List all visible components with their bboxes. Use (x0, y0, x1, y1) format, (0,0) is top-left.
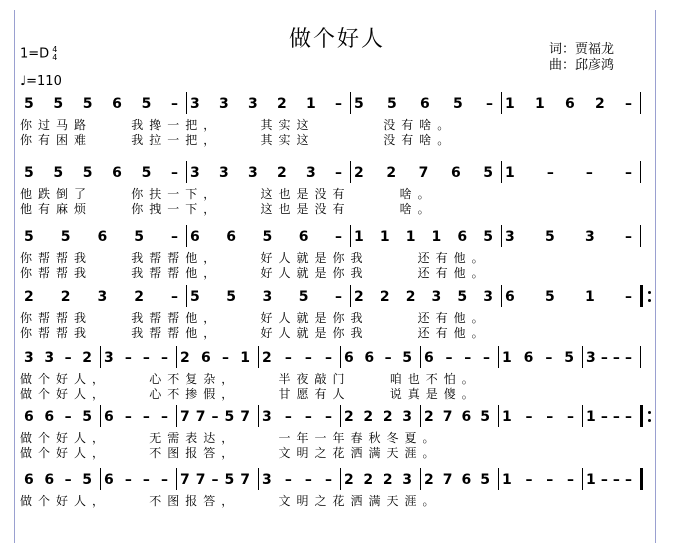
note: 2 (24, 289, 34, 305)
barline (186, 285, 187, 307)
note: 7 (195, 409, 206, 425)
barline (350, 161, 351, 183)
barline (640, 405, 643, 427)
note: 5 (402, 350, 412, 366)
note: 1 (354, 229, 364, 245)
barline (258, 346, 259, 368)
measure (24, 96, 178, 112)
sustain-dash: – (546, 165, 554, 181)
barline (258, 468, 259, 490)
note: 5 (480, 472, 490, 488)
note: 5 (53, 96, 64, 112)
sustain-dash: – (624, 165, 632, 181)
note: 1 (535, 96, 545, 112)
sustain-dash: – (304, 409, 312, 425)
barline (350, 92, 351, 114)
measure (344, 350, 412, 366)
sustain-dash: – (612, 350, 620, 366)
note: 6 (298, 229, 309, 245)
note: 5 (483, 165, 493, 181)
note: 6 (24, 409, 34, 425)
measure (180, 472, 250, 488)
note: 2 (344, 409, 354, 425)
sustain-dash: – (304, 472, 312, 488)
sustain-dash: – (600, 472, 608, 488)
note: 2 (379, 289, 390, 305)
sustain-dash: – (335, 229, 342, 245)
note: 5 (24, 96, 34, 112)
measure (502, 409, 574, 425)
note: 5 (134, 229, 144, 245)
lyric-line: 你有困难 我拉一把， 其实这 没有啥。 (20, 133, 456, 147)
note: 7 (240, 472, 250, 488)
repeat-dot (648, 419, 651, 422)
note: 3 (190, 96, 200, 112)
sustain-dash: – (124, 472, 132, 488)
note: 3 (306, 165, 316, 181)
note: 3 (248, 165, 258, 181)
note: 6 (344, 350, 354, 366)
sustain-dash: – (160, 472, 168, 488)
barline (582, 468, 583, 490)
measure (502, 350, 574, 366)
note: 6 (104, 409, 114, 425)
song-title: 做个好人 (288, 27, 385, 52)
sustain-dash: – (546, 472, 554, 488)
note: 2 (354, 165, 364, 181)
measure (586, 472, 632, 488)
lyric-line: 你帮帮我 我帮帮他， 好人就是你我 还有他。 (20, 251, 490, 265)
note: 5 (298, 289, 309, 305)
note: 1 (585, 289, 595, 305)
barline (640, 92, 641, 114)
barline (501, 225, 502, 247)
note: 2 (277, 96, 287, 112)
note: 6 (44, 472, 55, 488)
sustain-dash: – (525, 472, 533, 488)
sustain-dash: – (142, 350, 150, 366)
measure (262, 472, 332, 488)
barline (498, 346, 499, 368)
note: 5 (141, 96, 152, 112)
sustain-dash: – (624, 472, 632, 488)
note: 5 (262, 229, 273, 245)
measure (354, 289, 493, 305)
barline (100, 405, 101, 427)
barline (501, 161, 502, 183)
note: 6 (112, 165, 122, 181)
measure (262, 409, 332, 425)
note: 6 (226, 229, 236, 245)
note: 5 (387, 96, 397, 112)
lyric-line: 做个好人， 心不复杂， 半夜敲门 咱也不怕。 (20, 372, 480, 386)
barline (640, 225, 641, 247)
measure (505, 289, 632, 305)
note: 2 (134, 289, 144, 305)
composer: 曲：邱彦鸿 (549, 58, 615, 73)
note: 2 (60, 289, 71, 305)
lyric-line: 他有麻烦 你拽一下， 这也是没有 啥。 (20, 202, 436, 216)
lyric-line: 你帮帮我 我帮帮他， 好人就是你我 还有他。 (20, 326, 490, 340)
barline (186, 92, 187, 114)
measure (24, 289, 178, 305)
sustain-dash: – (142, 409, 150, 425)
measure (24, 165, 178, 181)
measure (104, 472, 168, 488)
note: 5 (453, 96, 463, 112)
lyricist: 词：贾福龙 (549, 42, 615, 57)
sustain-dash: – (525, 409, 533, 425)
sustain-dash: – (171, 289, 178, 305)
measure (262, 350, 332, 366)
note: 6 (457, 229, 468, 245)
barline (420, 346, 421, 368)
note: 6 (420, 96, 430, 112)
note: 2 (277, 165, 287, 181)
note: 3 (219, 165, 229, 181)
measure (586, 409, 632, 425)
sustain-dash: – (142, 472, 150, 488)
repeat-dot (648, 411, 651, 414)
measure (24, 229, 178, 245)
note: 3 (104, 350, 114, 366)
note: 3 (262, 289, 273, 305)
note: 5 (545, 289, 555, 305)
measure (104, 350, 168, 366)
note: 3 (585, 229, 595, 245)
lyric-line: 他跌倒了 你扶一下， 这也是没有 啥。 (20, 187, 436, 201)
sustain-dash: – (585, 165, 593, 181)
note: 1 (502, 409, 512, 425)
lyric-line: 做个好人， 不图报答， 文明之花洒满天涯。 (20, 446, 441, 460)
lyric-line: 做个好人， 心不掺假， 甘愿有人 说真是傻。 (20, 387, 480, 401)
lyric-line: 你过马路 我搀一把， 其实这 没有啥。 (20, 118, 456, 132)
measure (190, 289, 342, 305)
measure (354, 165, 493, 181)
note: 5 (354, 96, 364, 112)
sustain-dash: – (304, 350, 312, 366)
measure (344, 472, 412, 488)
note: 5 (82, 96, 93, 112)
note: 3 (505, 229, 515, 245)
note: 1 (431, 229, 442, 245)
note: 3 (190, 165, 200, 181)
lyric-line: 你帮帮我 我帮帮他， 好人就是你我 还有他。 (20, 311, 490, 325)
sustain-dash: – (546, 409, 554, 425)
measure (190, 229, 342, 245)
barline (498, 405, 499, 427)
sustain-dash: – (211, 472, 219, 488)
lyric-line: 你帮帮我 我帮帮他， 好人就是你我 还有他。 (20, 266, 490, 280)
sustain-dash: – (124, 409, 132, 425)
note: 7 (442, 472, 453, 488)
measure (104, 409, 168, 425)
barline (498, 468, 499, 490)
sustain-dash: – (64, 409, 72, 425)
note: 5 (457, 289, 468, 305)
note: 6 (104, 472, 114, 488)
note: 2 (363, 409, 374, 425)
sustain-dash: – (335, 165, 342, 181)
note: 2 (424, 409, 434, 425)
measure (502, 472, 574, 488)
time-signature: 4 4 (52, 45, 58, 62)
note: 6 (424, 350, 434, 366)
note: 1 (586, 472, 596, 488)
note: 3 (262, 409, 272, 425)
measure (190, 96, 342, 112)
barline (640, 161, 641, 183)
barline (100, 346, 101, 368)
barline (340, 405, 341, 427)
measure (354, 229, 493, 245)
note: 7 (442, 409, 453, 425)
note: 2 (424, 472, 434, 488)
sustain-dash: – (486, 96, 493, 112)
measure (180, 409, 250, 425)
sustain-dash: – (64, 472, 72, 488)
note: 1 (505, 165, 515, 181)
measure (180, 350, 250, 366)
note: 1 (586, 409, 596, 425)
barline (350, 225, 351, 247)
measure (424, 350, 490, 366)
sustain-dash: – (624, 350, 632, 366)
note: 3 (402, 409, 412, 425)
note: 5 (141, 165, 152, 181)
sustain-dash: – (567, 409, 574, 425)
note: 5 (480, 409, 490, 425)
barline (100, 468, 101, 490)
measure (424, 409, 490, 425)
note: 1 (240, 350, 250, 366)
note: 3 (586, 350, 596, 366)
note: 3 (402, 472, 412, 488)
measure (505, 165, 632, 181)
repeat-dot (648, 291, 651, 294)
measure (24, 409, 92, 425)
barline (640, 285, 643, 307)
barline (640, 346, 641, 368)
sustain-dash: – (625, 289, 632, 305)
sustain-dash: – (545, 350, 553, 366)
barline (350, 285, 351, 307)
sustain-dash: – (324, 409, 332, 425)
barline (176, 346, 177, 368)
sustain-dash: – (445, 350, 453, 366)
note: 6 (24, 472, 34, 488)
measure (354, 96, 493, 112)
note: 5 (226, 289, 236, 305)
note: 2 (595, 96, 605, 112)
credits (549, 42, 614, 74)
measure (586, 350, 632, 366)
barline (258, 405, 259, 427)
sustain-dash: – (284, 350, 292, 366)
note: 7 (240, 409, 250, 425)
sustain-dash: – (222, 350, 229, 366)
sustain-dash: – (464, 350, 472, 366)
barline (582, 346, 583, 368)
note: 5 (82, 165, 93, 181)
sustain-dash: – (284, 409, 292, 425)
sustain-dash: – (600, 350, 608, 366)
sustain-dash: – (483, 350, 490, 366)
note: 6 (190, 229, 200, 245)
note: 2 (180, 350, 190, 366)
note: 5 (483, 229, 493, 245)
sustain-dash: – (625, 96, 632, 112)
note: 6 (461, 409, 472, 425)
sustain-dash: – (64, 350, 72, 366)
note: 6 (523, 350, 534, 366)
barline (176, 468, 177, 490)
note: 6 (97, 229, 108, 245)
note: 3 (262, 472, 272, 488)
note: 3 (97, 289, 108, 305)
note: 2 (82, 350, 92, 366)
barline (501, 92, 502, 114)
note: 7 (180, 409, 190, 425)
sustain-dash: – (324, 350, 332, 366)
note: 5 (24, 165, 34, 181)
barline (176, 405, 177, 427)
note: 5 (564, 350, 574, 366)
sustain-dash: – (624, 409, 632, 425)
sustain-dash: – (384, 350, 392, 366)
note: 3 (483, 289, 493, 305)
sustain-dash: – (211, 409, 219, 425)
note: 2 (382, 472, 393, 488)
barline (186, 225, 187, 247)
key-signature (20, 46, 57, 62)
barline (582, 405, 583, 427)
sustain-dash: – (324, 472, 332, 488)
note: 2 (354, 289, 364, 305)
note: 5 (82, 409, 92, 425)
sustain-dash: – (567, 472, 574, 488)
note: 5 (224, 409, 235, 425)
note: 6 (364, 350, 375, 366)
note: 5 (545, 229, 555, 245)
measure (424, 472, 490, 488)
note: 3 (431, 289, 442, 305)
note: 7 (195, 472, 206, 488)
note: 6 (44, 409, 55, 425)
note: 5 (224, 472, 235, 488)
key-label: 1=D (20, 46, 50, 62)
note: 6 (461, 472, 472, 488)
note: 2 (344, 472, 354, 488)
note: 1 (502, 350, 512, 366)
note: 2 (262, 350, 272, 366)
sustain-dash: – (160, 409, 168, 425)
note: 2 (382, 409, 393, 425)
sustain-dash: – (170, 165, 178, 181)
sustain-dash: – (625, 229, 632, 245)
note: 5 (24, 229, 34, 245)
note: 1 (306, 96, 316, 112)
note: 1 (505, 96, 515, 112)
barline (340, 346, 341, 368)
measure (190, 165, 342, 181)
barline (501, 285, 502, 307)
measure (24, 350, 92, 366)
sustain-dash: – (284, 472, 292, 488)
sustain-dash: – (612, 409, 620, 425)
barline (186, 161, 187, 183)
note: 2 (386, 165, 397, 181)
sustain-dash: – (600, 409, 608, 425)
measure (505, 96, 632, 112)
lyric-line: 做个好人， 无需表达， 一年一年春秋冬夏。 (20, 431, 441, 445)
lyric-line: 做个好人， 不图报答， 文明之花洒满天涯。 (20, 494, 441, 508)
barline (420, 405, 421, 427)
note: 5 (82, 472, 92, 488)
barline (340, 468, 341, 490)
note: 6 (505, 289, 515, 305)
note: 2 (363, 472, 374, 488)
note: 5 (190, 289, 200, 305)
sustain-dash: – (612, 472, 620, 488)
measure (24, 472, 92, 488)
note: 1 (405, 229, 416, 245)
sustain-dash: – (335, 96, 342, 112)
barline (420, 468, 421, 490)
measure (505, 229, 632, 245)
note: 5 (53, 165, 64, 181)
note: 1 (379, 229, 390, 245)
note: 6 (450, 165, 461, 181)
repeat-dot (648, 299, 651, 302)
note: 3 (219, 96, 229, 112)
note: 7 (180, 472, 190, 488)
note: 6 (565, 96, 575, 112)
sustain-dash: – (335, 289, 342, 305)
sustain-dash: – (124, 350, 132, 366)
note: 3 (44, 350, 55, 366)
sustain-dash: – (160, 350, 168, 366)
note: 6 (201, 350, 211, 366)
note: 5 (60, 229, 71, 245)
tempo-marking: ♩=110 (20, 74, 62, 89)
barline (640, 468, 643, 490)
sustain-dash: – (171, 229, 178, 245)
note: 6 (112, 96, 122, 112)
note: 1 (502, 472, 512, 488)
measure (344, 409, 412, 425)
note: 3 (24, 350, 34, 366)
sustain-dash: – (170, 96, 178, 112)
note: 3 (248, 96, 258, 112)
note: 2 (405, 289, 416, 305)
note: 7 (418, 165, 429, 181)
